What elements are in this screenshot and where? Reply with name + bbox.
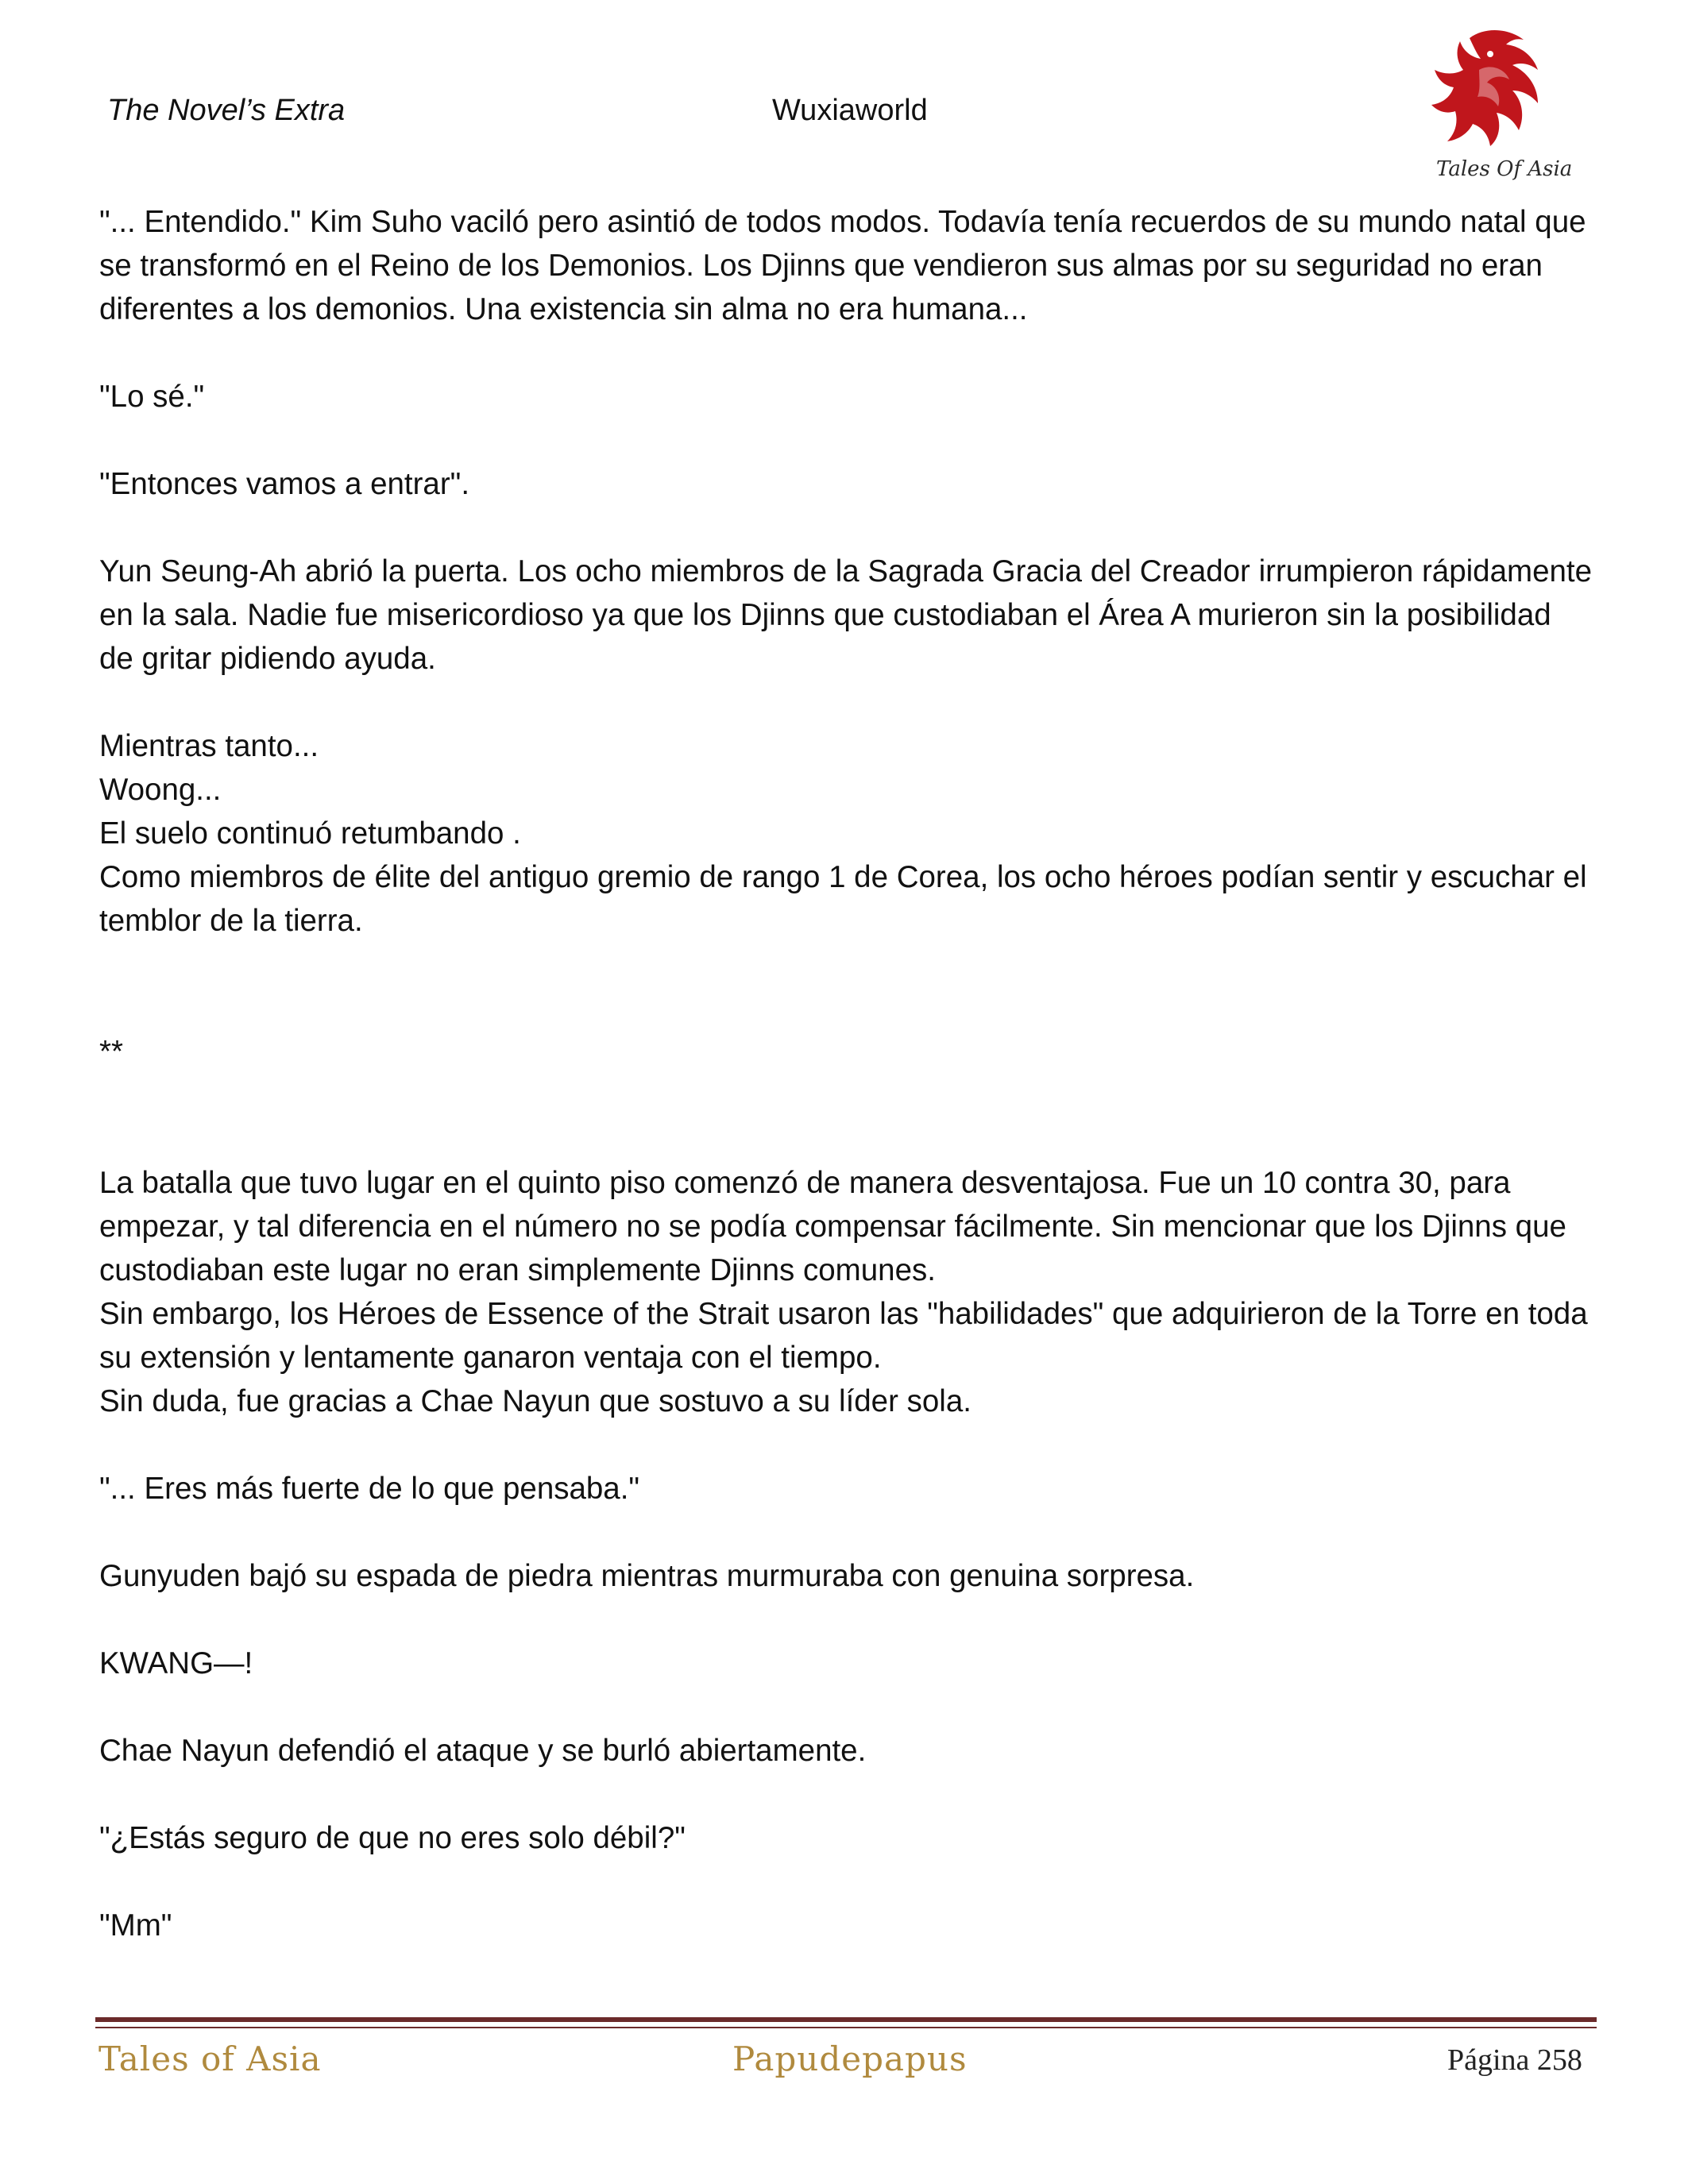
paragraph: "... Eres más fuerte de lo que pensaba." — [99, 1472, 640, 1506]
paragraph: Sin embargo, los Héroes de Essence of the Strait usaron las "habilidades" que adquirieron de la Torre en toda su extensión y lentamente ganaron ventaja con el tiempo. — [99, 1297, 1588, 1375]
paragraph: Chae Nayun defendió el ataque y se burló abiertamente. — [99, 1734, 867, 1768]
footer-rule-thin — [95, 2027, 1597, 2028]
paragraph: El suelo continuó retumbando . — [99, 816, 521, 851]
document-body — [99, 200, 1593, 1947]
paragraph: "Mm" — [99, 1908, 172, 1943]
footer-translator: Papudepapus — [732, 2039, 968, 2078]
paragraph: "¿Estás seguro de que no eres solo débil?" — [99, 1821, 686, 1855]
paragraph: Mientras tanto... — [99, 729, 319, 763]
logo-caption: Tales Of Asia — [1436, 157, 1573, 181]
paragraph: "Entonces vamos a entrar". — [99, 467, 470, 501]
paragraph: Gunyuden bajó su espada de piedra mientras murmuraba con genuina sorpresa. — [99, 1559, 1195, 1593]
footer-publisher: Tales of Asia — [98, 2039, 322, 2078]
paragraph: Sin duda, fue gracias a Chae Nayun que sostuvo a su líder sola. — [99, 1384, 971, 1418]
paragraph: La batalla que tuvo lugar en el quinto piso comenzó de manera desventajosa. Fue un 10 contra 30, para empezar, y tal diferencia en el número no se podía compensar fácilmente. Sin mencionar que los Djinns que custodiaban este lugar no eran simplemente Djinns comunes. — [99, 1166, 1566, 1287]
paragraph: Yun Seung-Ah abrió la puerta. Los ocho miembros de la Sagrada Gracia del Creador irrumpieron rápidamente en la sala. Nadie fue misericordioso ya que los Djinns que custodiaban el Área A murieron sin la posibilidad de gritar pidiendo ayuda. — [99, 554, 1592, 676]
header-title: The Novel’s Extra — [107, 94, 346, 127]
header-site: Wuxiaworld — [772, 94, 928, 127]
paragraph: "... Entendido." Kim Suho vaciló pero asintió de todos modos. Todavía tenía recuerdos de su mundo natal que se transformó en el Reino de los Demonios. Los Djinns que vendieron sus almas por su seguridad no eran diferentes a los demonios. Una existencia sin alma no era humana... — [99, 205, 1586, 326]
section-break: ** — [99, 1035, 123, 1069]
paragraph: Como miembros de élite del antiguo gremio de rango 1 de Corea, los ocho héroes podían sentir y escuchar el temblor de la tierra. — [99, 860, 1587, 938]
paragraph: Woong... — [99, 773, 222, 807]
paragraph: KWANG—! — [99, 1646, 253, 1680]
footer-rule — [95, 2017, 1597, 2022]
page-number: Página 258 — [1447, 2043, 1582, 2077]
paragraph: "Lo sé." — [99, 380, 205, 414]
